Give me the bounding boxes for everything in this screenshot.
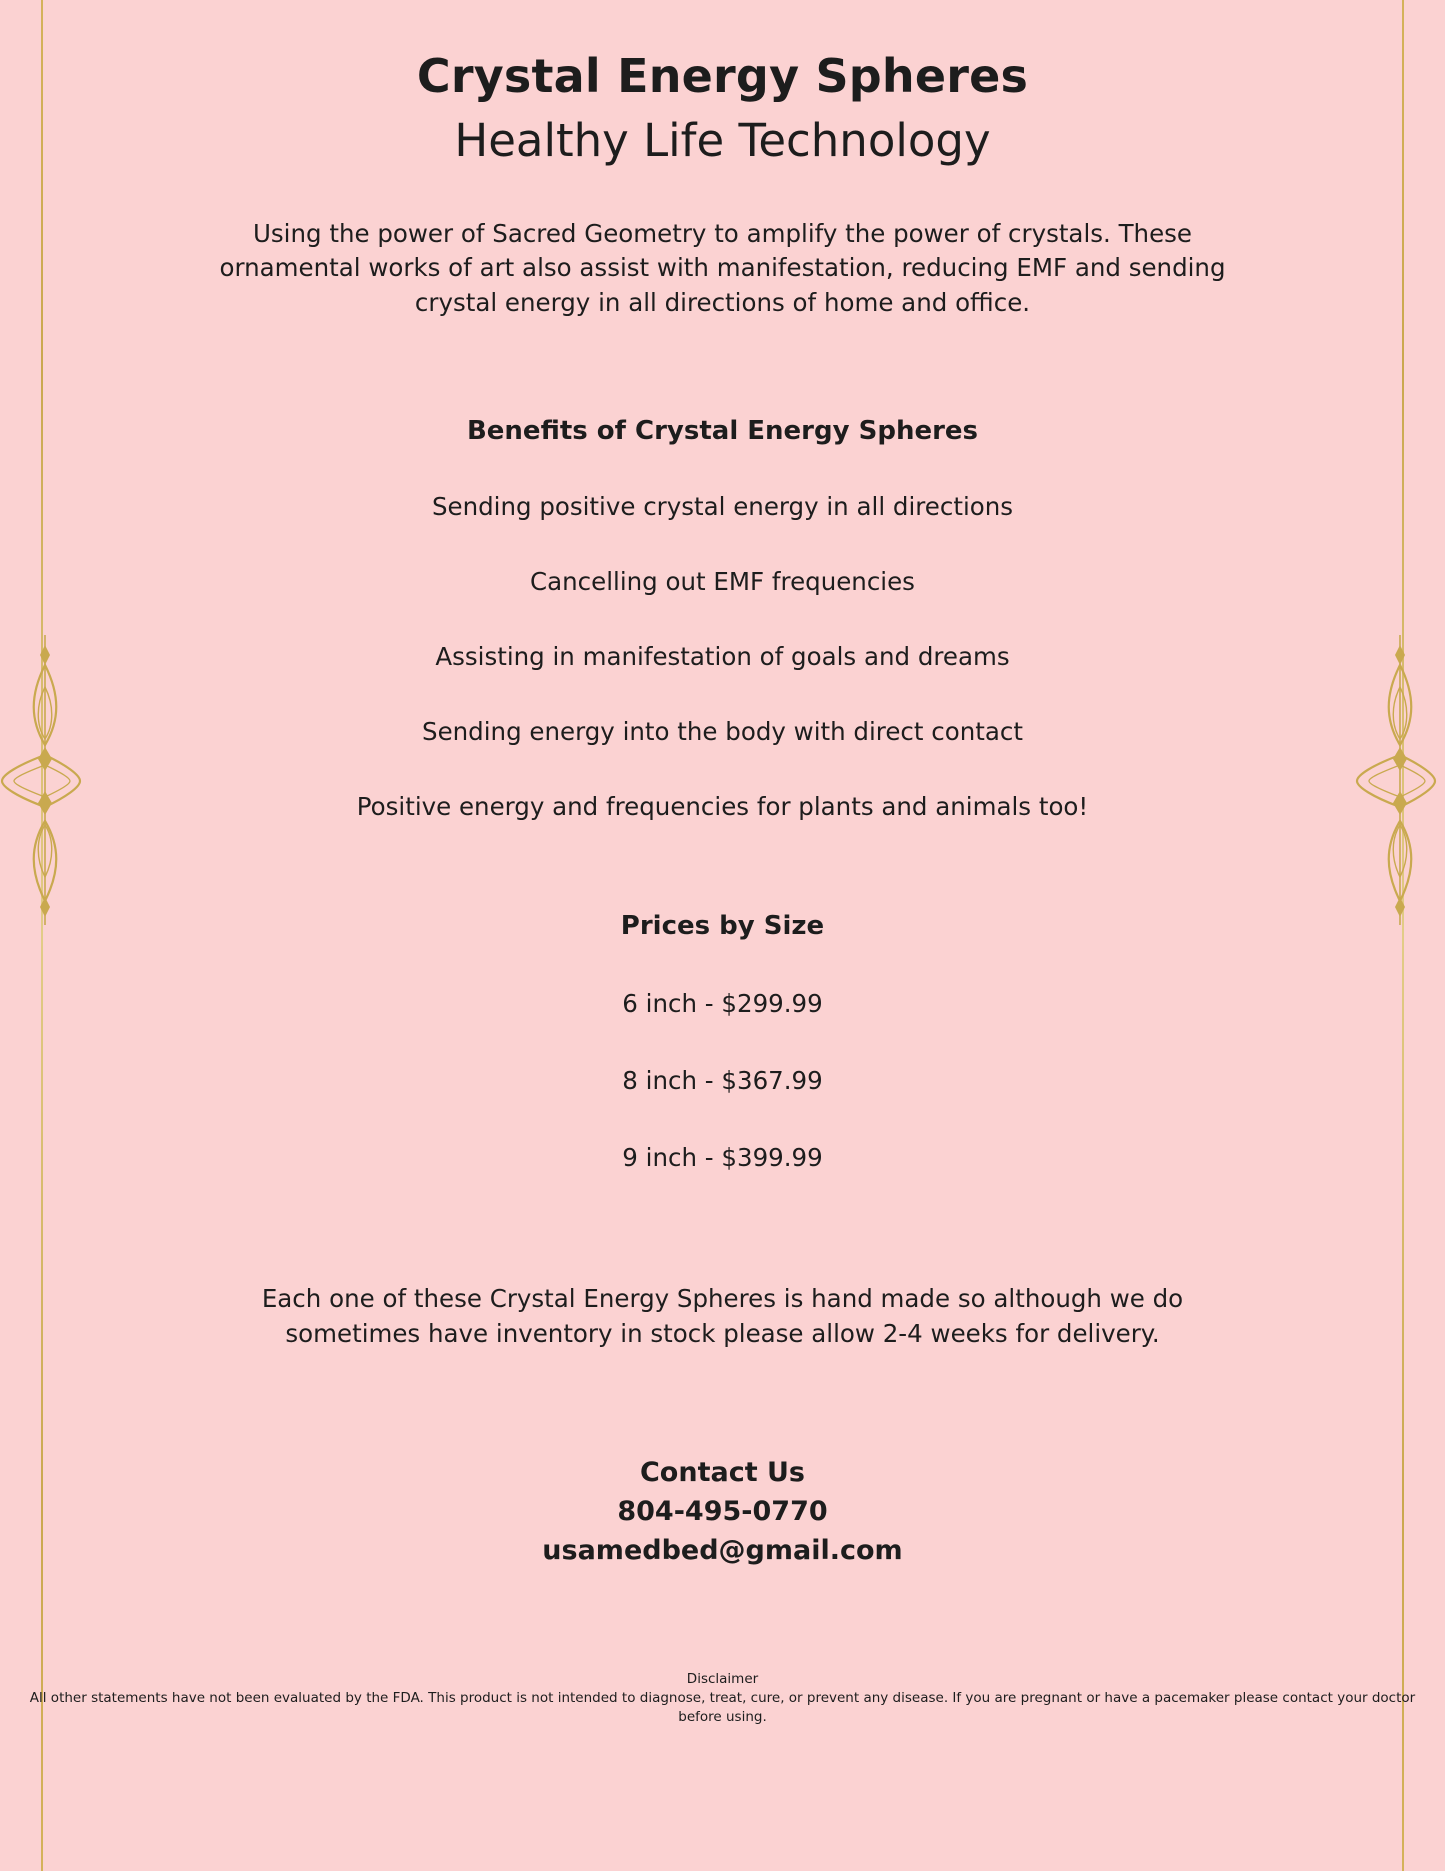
disclaimer-text: All other statements have not been evaluated by the FDA. This product is not intended to diagnose, treat, cure, or prevent any disease. If you are pregnant or have a pacemaker please contact your doctor before using. [29,1689,1416,1726]
prices-heading: Prices by Size [620,910,825,941]
flyer-content [29,0,1416,1736]
contact-heading: Contact Us [639,1456,806,1488]
intro-paragraph: Using the power of Sacred Geometry to amplify the power of crystals. These ornamental works of art also assist with manifestation, reducing EMF and sending crystal energy in all directions of home and office. [219,218,1226,318]
benefit-item: Sending energy into the body with direct contact [422,716,1023,746]
benefits-heading: Benefits of Crystal Energy Spheres [466,415,979,446]
disclaimer-block [29,1670,1416,1736]
contact-email[interactable]: usamedbed@gmail.com [542,1534,903,1566]
benefit-item: Assisting in manifestation of goals and dreams [435,641,1010,671]
benefit-item: Sending positive crystal energy in all directions [431,491,1014,521]
page-subtitle: Healthy Life Technology [454,113,991,167]
contact-phone[interactable]: 804-495-0770 [617,1495,828,1527]
disclaimer-title: Disclaimer [686,1670,759,1687]
benefit-item: Positive energy and frequencies for plants and animals too! [356,791,1089,821]
page-title: Crystal Energy Spheres [416,49,1029,103]
price-item: 8 inch - $367.99 [622,1065,823,1095]
delivery-note: Each one of these Crystal Energy Spheres is hand made so although we do sometimes have inventory in stock please allow 2-4 weeks for delivery. [261,1283,1184,1348]
contact-block [123,1457,1323,1566]
price-item: 9 inch - $399.99 [622,1142,823,1172]
price-item: 6 inch - $299.99 [622,988,823,1018]
benefit-item: Cancelling out EMF frequencies [530,566,915,596]
